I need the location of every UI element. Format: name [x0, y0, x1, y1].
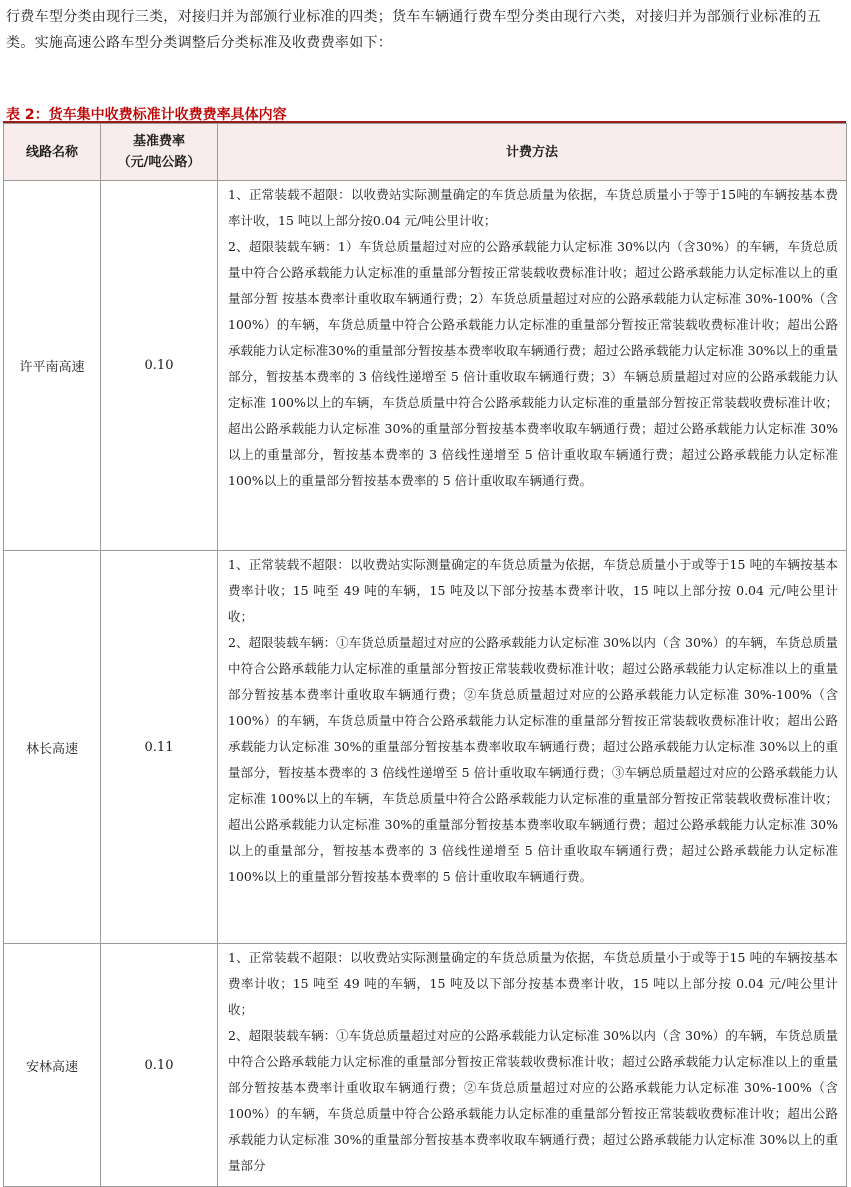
method-paragraph: 1、正常装载不超限：以收费站实际测量确定的车货总质量为依据，车货总质量小于等于15吨的车辆按基本费率计收，15 吨以上部分按0.04 元/吨公里计收；: [228, 187, 838, 228]
billing-method: [218, 944, 847, 1187]
base-rate: 0.10: [101, 944, 218, 1187]
billing-method: [218, 551, 847, 944]
method-paragraph: 1、正常装载不超限：以收费站实际测量确定的车货总质量为依据，车货总质量小于或等于15 吨的车辆按基本费率计收；15 吨至 49 吨的车辆，15 吨及以下部分按基本费率计收，15 吨以上部分按 0.04 元/吨公里计收；: [228, 557, 838, 624]
route-name: 安林高速: [4, 944, 101, 1187]
route-name: 许平南高速: [4, 181, 101, 551]
table-row: [4, 181, 847, 551]
route-name: 林长高速: [4, 551, 101, 944]
base-rate: 0.11: [101, 551, 218, 944]
base-rate: 0.10: [101, 181, 218, 551]
table-header-row: [4, 124, 847, 181]
method-paragraph: 2、超限装载车辆：1）车货总质量超过对应的公路承载能力认定标准 30%以内（含30%）的车辆，车货总质量中符合公路承载能力认定标准的重量部分暂按正常装载收费标准计收；超过公路承载能力认定标准以上的重量部分暂 按基本费率计重收取车辆通行费；2）车货总质量超过对应的公路承载能力认定标准 30%-100%（含 100%）的车辆，车货总质量中符合公路承载能力认定标准的重量部分暂按正常装载收费标准计收；超出公路承载能力认定标准30%的重量部分暂按基本费率收取车辆通行费；超过公路承载能力认定标准 30%以上的重量部分，暂按基本费率的 3 倍线性递增至 5 倍计重收取车辆通行费；3）车辆总质量超过对应的公路承载能力认定标准 100%以上的车辆，车货总质量中符合公路承载能力认定标准的重量部分暂按正常装载收费标准计收；超出公路承载能力认定标准 30%的重量部分暂按基本费率收取车辆通行费；超过公路承载能力认定标准 30%以上的重量部分，暂按基本费率的 3 倍线性递增至 5 倍计重收取车辆通行费；超过公路承载能力认定标准 100%以上的重量部分暂按基本费率的 5 倍计重收取车辆通行费。: [228, 239, 838, 488]
header-route: 线路名称: [4, 124, 101, 181]
header-rate-line2: （元/吨公路）: [117, 155, 201, 170]
table-row: [4, 551, 847, 944]
method-paragraph: 2、超限装载车辆：①车货总质量超过对应的公路承载能力认定标准 30%以内（含 30%）的车辆，车货总质量中符合公路承载能力认定标准的重量部分暂按正常装载收费标准计收；超过公路承载能力认定标准以上的重量部分暂按基本费率计重收取车辆通行费；②车货总质量超过对应的公路承载能力认定标准 30%-100%（含 100%）的车辆，车货总质量中符合公路承载能力认定标准的重量部分暂按正常装载收费标准计收；超出公路承载能力认定标准 30%的重量部分暂按基本费率收取车辆通行费；超过公路承载能力认定标准 30%以上的重量部分，暂按基本费率的 3 倍线性递增至 5 倍计重收取车辆通行费；③车辆总质量超过对应的公路承载能力认定标准 100%以上的车辆，车货总质量中符合公路承载能力认定标准的重量部分暂按正常装载收费标准计收；超出公路承载能力认定标准 30%的重量部分暂按基本费率收取车辆通行费；超过公路承载能力认定标准 30%以上的重量部分，暂按基本费率的 3 倍线性递增至 5 倍计重收取车辆通行费；超过公路承载能力认定标准 100%以上的重量部分暂按基本费率的 5 倍计重收取车辆通行费。: [228, 635, 838, 884]
billing-method: [218, 181, 847, 551]
table-caption: 表 2：货车集中收费标准计收费费率具体内容: [6, 107, 287, 123]
header-method: 计费方法: [218, 124, 847, 181]
method-paragraph: 2、超限装载车辆：①车货总质量超过对应的公路承载能力认定标准 30%以内（含 30%）的车辆，车货总质量中符合公路承载能力认定标准的重量部分暂按正常装载收费标准计收；超过公路承载能力认定标准以上的重量部分暂按基本费率计重收取车辆通行费；②车货总质量超过对应的公路承载能力认定标准 30%-100%（含 100%）的车辆，车货总质量中符合公路承载能力认定标准的重量部分暂按正常装载收费标准计收；超出公路承载能力认定标准 30%的重量部分暂按基本费率收取车辆通行费；超过公路承载能力认定标准 30%以上的重量部分: [228, 1028, 838, 1173]
header-rate: [101, 124, 218, 181]
fee-table-wrapper: [3, 121, 846, 1187]
fee-table: [3, 123, 847, 1187]
intro-paragraph: 行费车型分类由现行三类，对接归并为部颁行业标准的四类；货车车辆通行费车型分类由现行六类，对接归并为部颁行业标准的五类。实施高速公路车型分类调整后分类标准及收费费率如下：: [6, 9, 822, 51]
header-rate-line1: 基准费率: [132, 134, 185, 149]
method-paragraph: 1、正常装载不超限：以收费站实际测量确定的车货总质量为依据，车货总质量小于或等于15 吨的车辆按基本费率计收；15 吨至 49 吨的车辆，15 吨及以下部分按基本费率计收，15 吨以上部分按 0.04 元/吨公里计收；: [228, 950, 838, 1017]
table-row: [4, 944, 847, 1187]
